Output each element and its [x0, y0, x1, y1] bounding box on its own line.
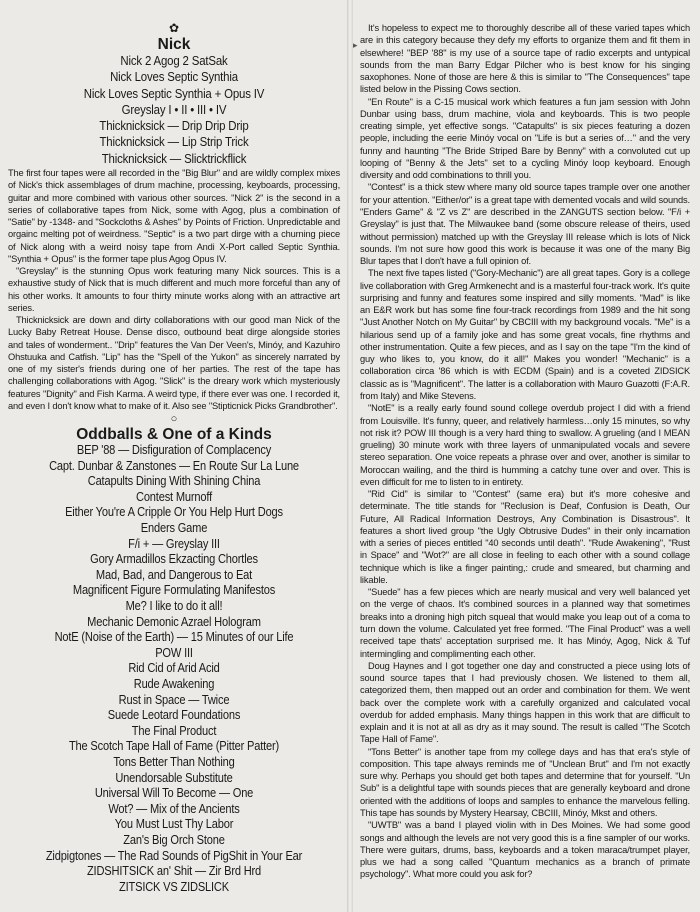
nick-paragraph: Thicknicksick are down and dirty collaborations with our good man Nick of the Lucky Baby Retreat House. Dense disco, outbound beat dirge alongside stories and tales of wonderment.. "Drip" features the Van Der Veen's, Minóy, and Kazuhiro Ohstuuka and Catfish. "Lip" has the "Spell of the Yukon" as sincerely narrated by one of my sister's friends during one of her parties. The rest of the tape has challenging collaborations with Agog. "Slick" is the dreary work which mysteriously features "Dignity" and Fish Karma. A weird type, if there ever was one. I recorded it, and even I don't know what to make of it. Also see "Stipticnick Picks Grandbrother".	[8, 315, 340, 411]
tape-title: ZITSICK VS ZIDSLICK	[119, 879, 229, 894]
description-paragraph: "En Route" is a C-15 musical work which features a fun jam session with John Dunbar using bass, drum machine, viola and keyboards. This is two people creating simple, yet effective songs. "Catapults" is six pieces featuring a dozen people, including the eerie Minóy vocal on "Life is but a series of…" and the very funny and haunting "The Bride Striped Bare by Benny" with a convoluted cut up looping of "Benny & the Jets" set to a cycling Minóy loop keyboard. Enough diversity and odd combinations to thrill you.	[360, 96, 690, 181]
description-paragraph: "NotE" is a really early found sound college overdub project I did with a friend from Louisville. It's funny, queer, and relatively harmless…only 15 minutes, so why not risk it? POW III though is a very hard thing to swallow. A grueling (and I MEAN grueling) 30 minute work with three layers of unmanipulated vocals and severe stereo separation. One voice repeats a phrase over and over, another is similar to Moroccan wailing, and the third is humming a catchy tune over and over. This is even difficult for me to listen to in entirety.	[360, 403, 690, 487]
section-title-oddballs: Oddballs & One of a Kinds	[76, 426, 272, 444]
section-separator: ○	[170, 413, 178, 426]
tape-title: Mad, Bad, and Dangerous to Eat	[95, 567, 253, 582]
tape-title: Nick Loves Septic Synthia + Opus IV	[83, 85, 265, 101]
tape-title: Nick 2 Agog 2 SatSak	[120, 53, 228, 68]
tape-title: Rust in Space — Twice	[118, 692, 230, 707]
tape-title: Thicknicksick — Lip Strip Trick	[99, 134, 249, 150]
description-paragraph: "Contest" is a thick stew where many old source tapes trample over one another for your attention. "Either/or" is a great tape with demented vocals and wild sounds. "Enders Game" & "Z vs Z" are described in the ZANGUTS section below. "F/i + Greyslay" is just that. The Milwaukee band (some obscure release of theirs, used without permission) matched up with the Greyslay III release which is lots of Nick sounds. I'm not sure how good this work is because it was one of the many Big Blur tapes that I don't have a full opinion of.	[360, 182, 690, 267]
description-paragraph: "Suede" has a few pieces which are nearly musical and very well balanced yet on the verge of chaos. It's combined sources in a planned way that sometimes breaks into a droning high pitch squeal that would make you leap out of a coma to turn down the volume. Calculated yet free formed. "The Final Product" was a well received tape thats' acceptation surprised me. It has Minóy, Agog, Nick & Tuf intermingling and complimenting each other.	[360, 587, 690, 659]
description-paragraph: Doug Haynes and I got together one day and constructed a piece using lots of sound source tapes that I had previously chosen. We listened to them all, categorized them, then mapped out an order and combination for them. We went back over the complete work with a carefully organized and calculated vocal overdub for added emphasis. Many things happen in this work that are difficult to explain and it is not at all as dry as it may sound. The result is called "The Scotch Tape Hall of Fame".	[360, 660, 690, 745]
flower-icon: ✿	[168, 21, 180, 35]
right-column	[360, 22, 690, 881]
nick-paragraph: The first four tapes were all recorded in the "Big Blur" and are wildly complex mixes of Nick's thick assemblages of drum machine, processing, keyboards, processing, guitar and more combined with various other sources. "Nick 2" is the second in a series of collaborative tapes from Nick, some with Agog, plus a combination of "Satie" by -1348- and "Sockcloths & Ashes" by Points of Friction. Unpredictable and orgainc melting pot of weirdness. "Septic" is a two part dirge with a churning piece of Nick along with a weird noisy tape from Andi X-Port called Septic Synthia. "Synthia + Opus" is the former tape plus Agog Opus IV.	[8, 168, 340, 264]
page-fold	[347, 0, 353, 912]
tape-title: Enders Game	[140, 521, 208, 536]
tape-title: Greyslay I • II • III • IV	[121, 101, 227, 117]
tape-title: Thicknicksick — Slicktrickflick	[101, 150, 247, 166]
description-paragraph: "Tons Better" is another tape from my college days and has that era's style of composition. This tape always reminds me of "Unclean Brut" and I'm not exactly sure why. Perhaps you should get both tapes and determine that for yourself. "Un Sub" is a delightful tape with sounds pieces that are generally keyboard and drone oriented with the additions of loops and samples to enhance the marvelous felling. This tape has sounds by Mystery Hearsay, CBCIII, Minóy, Mkst and others.	[360, 746, 690, 818]
tape-title: Mechanic Demonic Azrael Hologram	[87, 614, 261, 629]
tape-title: You Must Lust Thy Labor	[114, 817, 234, 832]
description-paragraph: "UWTB" was a band I played violin with in Des Moines. We had some good songs and although the levels are not very good this is a fine sampler of our works. There were guitars, drums, bass, keyboards and a token maraca/trumpet player, plus we had a song called "Quantum mechanics as a branch of primate psychology". What more could you ask for?	[360, 820, 690, 880]
tape-title: Tons Better Than Nothing	[113, 754, 235, 769]
tape-title: Universal Will To Become — One	[94, 786, 254, 801]
tape-title: Wot? — Mix of the Ancients	[108, 801, 240, 816]
margin-bullet-icon: ▸	[353, 40, 358, 50]
nick-paragraph: "Greyslay" is the stunning Opus work featuring many Nick sources. This is a exhaustive study of Nick that is much different and much more forceful than any of his other works. It amounts to four thirty minute works along with an attractive art series.	[8, 266, 340, 313]
nick-title-list	[8, 53, 340, 167]
tape-title: POW III	[155, 645, 193, 660]
tape-title: Thicknicksick — Drip Drip Drip	[99, 118, 249, 134]
tape-title: Rid Cid of Arid Acid	[128, 661, 220, 676]
tape-title: Nick Loves Septic Synthia	[110, 69, 238, 85]
oddballs-title-list	[8, 443, 340, 895]
tape-title: The Final Product	[131, 723, 217, 738]
tape-title: Rude Awakening	[133, 676, 215, 691]
tape-title: F/i + — Greyslay III	[128, 536, 220, 551]
tape-title: Capt. Dunbar & Zanstones — En Route Sur La Lune	[49, 458, 299, 473]
left-column	[8, 22, 340, 895]
section-title-nick: Nick	[157, 36, 191, 53]
tape-title: Suede Leotard Foundations	[107, 708, 241, 723]
tape-title: BEP '88 — Disfiguration of Complacency	[76, 443, 272, 458]
tape-title: Catapults Dining With Shining China	[87, 474, 261, 489]
description-paragraph: It's hopeless to expect me to thoroughly describe all of these varied tapes which are in this category because they defy my efforts to organize them and fit them in elsewhere! "BEP '88" is my use of a source tape of radio excerpts and untypical sounds from the man Barry Edgar Pilcher who is best know for his singing saxophones. None of those are here & this is similar to "The Consequences" tape listed below in the Pissing Cows section.	[360, 23, 690, 95]
tape-title: ZIDSHITSICK an' Shit — Zir Brd Hrd	[86, 864, 262, 879]
tape-title: Zidpigtones — The Rad Sounds of PigShit in Your Ear	[45, 848, 303, 863]
tape-title: Unendorsable Substitute	[115, 770, 233, 785]
description-paragraph: The next five tapes listed ("Gory-Mechanic") are all great tapes. Gory is a college live collaboration with Greg Armkenecht and is a masterful four-track work. It's quite surprising and funny and features some inspired and silly moments. "Mad" is like an E&R work but has some fine four-track recordings from 1989 and the hit song "Just Another Notch on My Guitar" by CBCIII with my background vocals. "Me" is a hilarious send up of a family joke and has some great vocals, fine rhythms and other instrumentation. Quite a few pieces, and as I say on the tape "I'm the kind of guy who likes to, you know, do it all!" Makes you wonder! "Mechanic" is a collaboration circa '86 which is with ECDM (Spain) and is a coveted ZIDSICK classic as is "Magnificent". The latter is a collaboration with Mauro Guazotti (F:A.R. from Italy) and Mike Stevens.	[360, 268, 690, 401]
tape-title: Magnificent Figure Formulating Manifestos	[72, 583, 276, 598]
tape-title: Zan's Big Orch Stone	[123, 832, 225, 847]
tape-title: Gory Armadillos Ekzacting Chortles	[90, 552, 258, 567]
tape-title: The Scotch Tape Hall of Fame (Pitter Patter)	[68, 739, 280, 754]
tape-title: Me? I like to do it all!	[125, 599, 223, 614]
description-paragraph: "Rid Cid" is similar to "Contest" (same era) but it's more cohesive and determinate. The title stands for "Reclusion is Deaf, Confusion is Death, Our Future, All Radical Information Destroys, Any Combination is Disastrous". It features a short lived group "the Ugly Obtrusive Dudes" in their only incarnation with a series of pieces entitled "40 seconds until death". "Rude Awakening", "Rust in Space" and "Wot?" are all close in feeling to each other with a sound collage technique which is like a finger painting,: crude and smeared, but charming and likable.	[360, 489, 690, 585]
tape-title: Either You're A Cripple Or You Help Hurt Dogs	[65, 505, 283, 520]
tape-title: Contest Murnoff	[135, 489, 213, 504]
tape-title: NotE (Noise of the Earth) — 15 Minutes of our Life	[54, 630, 294, 645]
